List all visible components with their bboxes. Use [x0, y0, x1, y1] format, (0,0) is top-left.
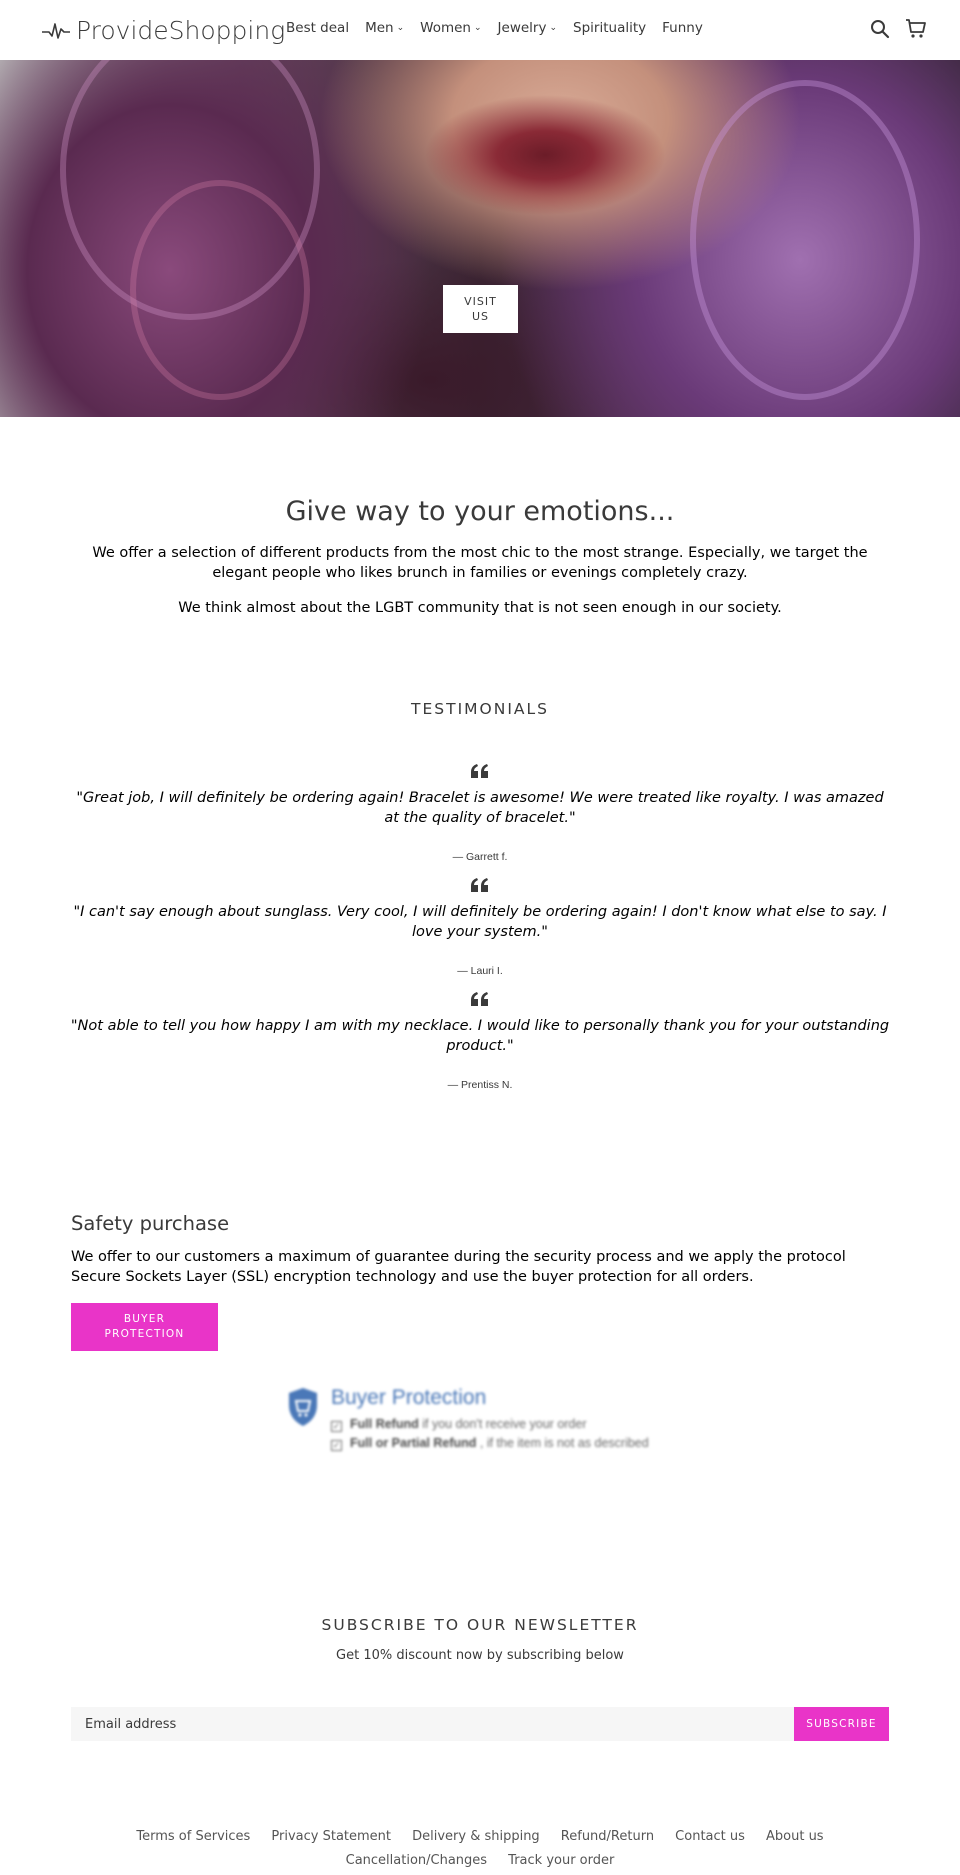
quote-icon	[471, 878, 489, 892]
visit-us-button[interactable]	[443, 285, 518, 333]
chevron-down-icon: ⌄	[474, 23, 482, 33]
nav-label: Jewelry	[497, 20, 547, 36]
newsletter-heading: SUBSCRIBE TO OUR NEWSLETTER	[321, 1616, 639, 1634]
intro-paragraph: We think almost about the LGBT community that is not seen enough in our society.	[178, 600, 782, 616]
nav-item-best-deal[interactable]	[278, 18, 357, 38]
testimonial-quote: "Great job, I will definitely be ordering again! Bracelet is awesome! We were treated like royalty. I was amazed at the quality of bracelet."	[76, 790, 884, 826]
badge-line	[331, 1436, 649, 1451]
testimonial-author: — Prentiss N.	[447, 1079, 513, 1091]
site-header	[0, 0, 960, 60]
badge-line-text: , if the item is not as described	[476, 1436, 649, 1450]
shield-icon	[287, 1387, 319, 1427]
search-icon[interactable]	[870, 19, 890, 39]
testimonial	[70, 878, 890, 977]
button-label-line: US	[471, 310, 490, 323]
cart-icon[interactable]	[905, 17, 927, 39]
intro-paragraph: We offer a selection of different products from the most chic to the most strange. Especially, we target the elegant people who likes brunch in families or evenings completely crazy.	[92, 545, 868, 581]
footer-link-refund[interactable]: Refund/Return	[560, 1829, 655, 1844]
safety-text: We offer to our customers a maximum of guarantee during the security process and we apply the protocol Secure Sockets Layer (SSL) encryption technology and use the buyer protection for all orders.	[71, 1249, 846, 1285]
nav-label: Spirituality	[573, 20, 647, 36]
safety-title: Safety purchase	[71, 1212, 230, 1235]
checkbox-icon: ✓	[332, 1421, 341, 1431]
hair-strand	[130, 180, 310, 400]
quote-icon	[471, 764, 489, 778]
footer-link-privacy[interactable]: Privacy Statement	[271, 1829, 391, 1844]
chevron-down-icon: ⌄	[396, 23, 405, 33]
nav-label: Best deal	[286, 20, 350, 36]
nav-item-jewelry[interactable]	[490, 18, 565, 38]
badge-line-bold: Full or Partial Refund	[350, 1436, 477, 1450]
section-title: Give way to your emotions...	[285, 496, 675, 527]
nav-item-women[interactable]	[412, 18, 489, 38]
badge-line-text: if you don't receive your order	[418, 1417, 587, 1431]
nav-item-men[interactable]	[357, 18, 412, 38]
button-label-line: BUYER	[123, 1313, 166, 1325]
subscribe-button[interactable]: SUBSCRIBE	[794, 1707, 889, 1741]
email-input[interactable]	[71, 1707, 794, 1741]
testimonials-heading: TESTIMONIALS	[411, 700, 549, 718]
footer-link-track-order[interactable]: Track your order	[508, 1853, 615, 1868]
footer-link-delivery[interactable]: Delivery & shipping	[412, 1829, 540, 1844]
footer-link-contact[interactable]: Contact us	[675, 1829, 745, 1844]
nav-item-spirituality[interactable]	[565, 18, 654, 38]
main-nav	[278, 18, 711, 38]
logo-text: ProvideShopping	[76, 15, 286, 45]
badge-title: Buyer Protection	[331, 1386, 487, 1409]
newsletter-subtitle: Get 10% discount now by subscribing below	[336, 1648, 624, 1663]
nav-label: Funny	[662, 20, 703, 36]
button-label-line: VISIT	[464, 295, 497, 308]
testimonial-author: — Lauri I.	[457, 965, 503, 977]
testimonial-quote: "Not able to tell you how happy I am with my necklace. I would like to personally thank you for your outstanding product."	[70, 1018, 890, 1054]
footer-link-terms[interactable]: Terms of Services	[136, 1829, 251, 1844]
hero-banner	[0, 60, 960, 417]
footer-links	[70, 1824, 890, 1872]
quote-icon	[471, 992, 489, 1006]
heartbeat-logo-icon	[42, 20, 70, 40]
nav-label: Women	[420, 20, 471, 36]
buyer-protection-button[interactable]	[71, 1303, 218, 1351]
badge-line-bold: Full Refund	[350, 1417, 419, 1431]
buyer-protection-badge	[283, 1383, 673, 1453]
nav-item-funny[interactable]	[654, 18, 711, 38]
chevron-down-icon: ⌄	[549, 23, 558, 33]
testimonial	[70, 764, 890, 863]
testimonial	[70, 992, 890, 1091]
logo[interactable]	[42, 12, 285, 48]
testimonial-quote: "I can't say enough about sunglass. Very cool, I will definitely be ordering again! I don't know what else to say. I love your system."	[73, 904, 887, 940]
testimonial-author: — Garrett f.	[452, 851, 508, 863]
button-label-line: PROTECTION	[104, 1328, 185, 1340]
footer-link-cancellation[interactable]: Cancellation/Changes	[345, 1853, 488, 1868]
checkbox-icon: ✓	[332, 1440, 341, 1450]
badge-line	[331, 1417, 587, 1432]
nav-label: Men	[365, 20, 394, 36]
hair-strand	[690, 80, 920, 400]
footer-link-about[interactable]: About us	[766, 1829, 824, 1844]
